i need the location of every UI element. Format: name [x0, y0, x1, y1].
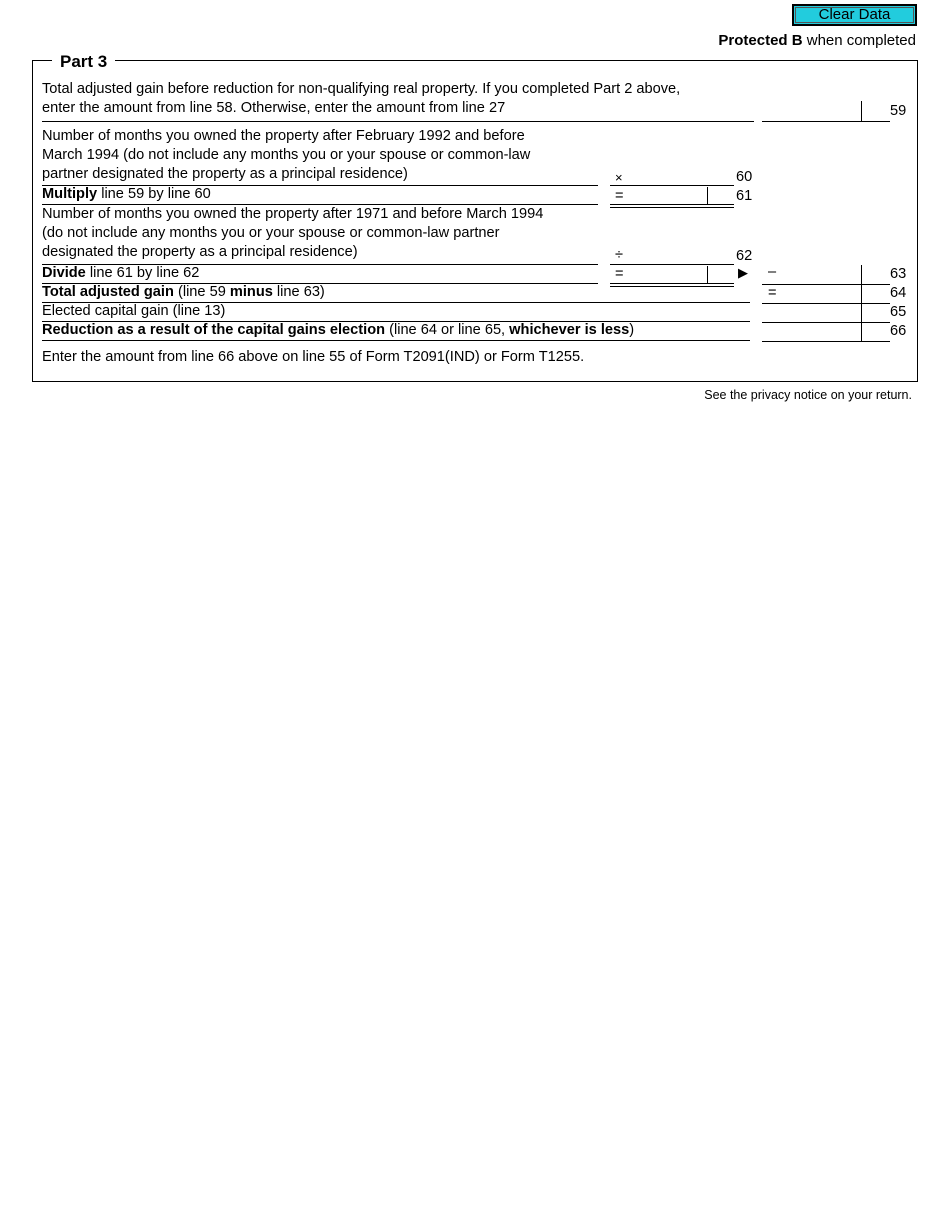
footer-instruction: Enter the amount from line 66 above on line 55 of Form T2091(IND) or Form T1255.: [42, 349, 585, 365]
line59-text: Total adjusted gain before reduction for non-qualifying real property. If you completed Part 2 above, enter the amount from line 58. Otherwise, enter the amount from line 27: [42, 81, 681, 116]
multiply-operator: ×: [615, 170, 623, 185]
line64-number: 64: [890, 285, 907, 301]
line66-text: Reduction as a result of the capital gains election (line 64 or line 65, whichever is less): [42, 322, 635, 338]
line59-number: 59: [890, 103, 907, 119]
line62-months-input[interactable]: [626, 245, 734, 264]
line61-number: 61: [736, 188, 753, 204]
equals-operator-61: =: [615, 188, 624, 204]
line63-number: 63: [890, 266, 907, 282]
line62-text: Number of months you owned the property after 1971 and before March 1994 (do not include any months you or your spouse or common-law partner designated the property as a principal residence): [42, 206, 544, 260]
line60-months-input[interactable]: [626, 166, 734, 185]
divide-operator: ÷: [615, 247, 624, 263]
line63-text: Divide line 61 by line 62: [42, 265, 200, 281]
line65-text: Elected capital gain (line 13): [42, 303, 226, 319]
line61-amount-input[interactable]: [626, 187, 706, 205]
line63-amount-input[interactable]: [780, 265, 860, 284]
line66-amount-input[interactable]: [762, 322, 860, 341]
line66-number: 66: [890, 323, 907, 339]
line60-text: Number of months you owned the property after February 1992 and before March 1994 (do not include any months you or your spouse or common-law partner designated the property as a principal residence): [42, 128, 531, 182]
line63-ratio-input[interactable]: [626, 266, 706, 284]
privacy-notice: See the privacy notice on your return.: [704, 388, 912, 402]
line60-number: 60: [736, 169, 753, 185]
protected-b-notice: Protected B when completed: [718, 32, 916, 49]
line61-text: Multiply line 59 by line 60: [42, 186, 211, 202]
minus-operator: –: [768, 264, 777, 280]
line62-number: 62: [736, 248, 753, 264]
line64-amount-input[interactable]: [780, 285, 860, 303]
equals-operator-63: =: [615, 266, 624, 282]
part3-title: Part 3: [52, 52, 115, 72]
line65-amount-input[interactable]: [762, 304, 860, 322]
line64-text: Total adjusted gain (line 59 minus line 63): [42, 284, 325, 300]
line59-amount-input[interactable]: [762, 101, 860, 121]
arrow-right-icon: ▶: [738, 265, 748, 280]
clear-data-button[interactable]: Clear Data: [792, 4, 917, 26]
equals-operator-64: =: [768, 285, 777, 301]
line65-number: 65: [890, 304, 907, 320]
